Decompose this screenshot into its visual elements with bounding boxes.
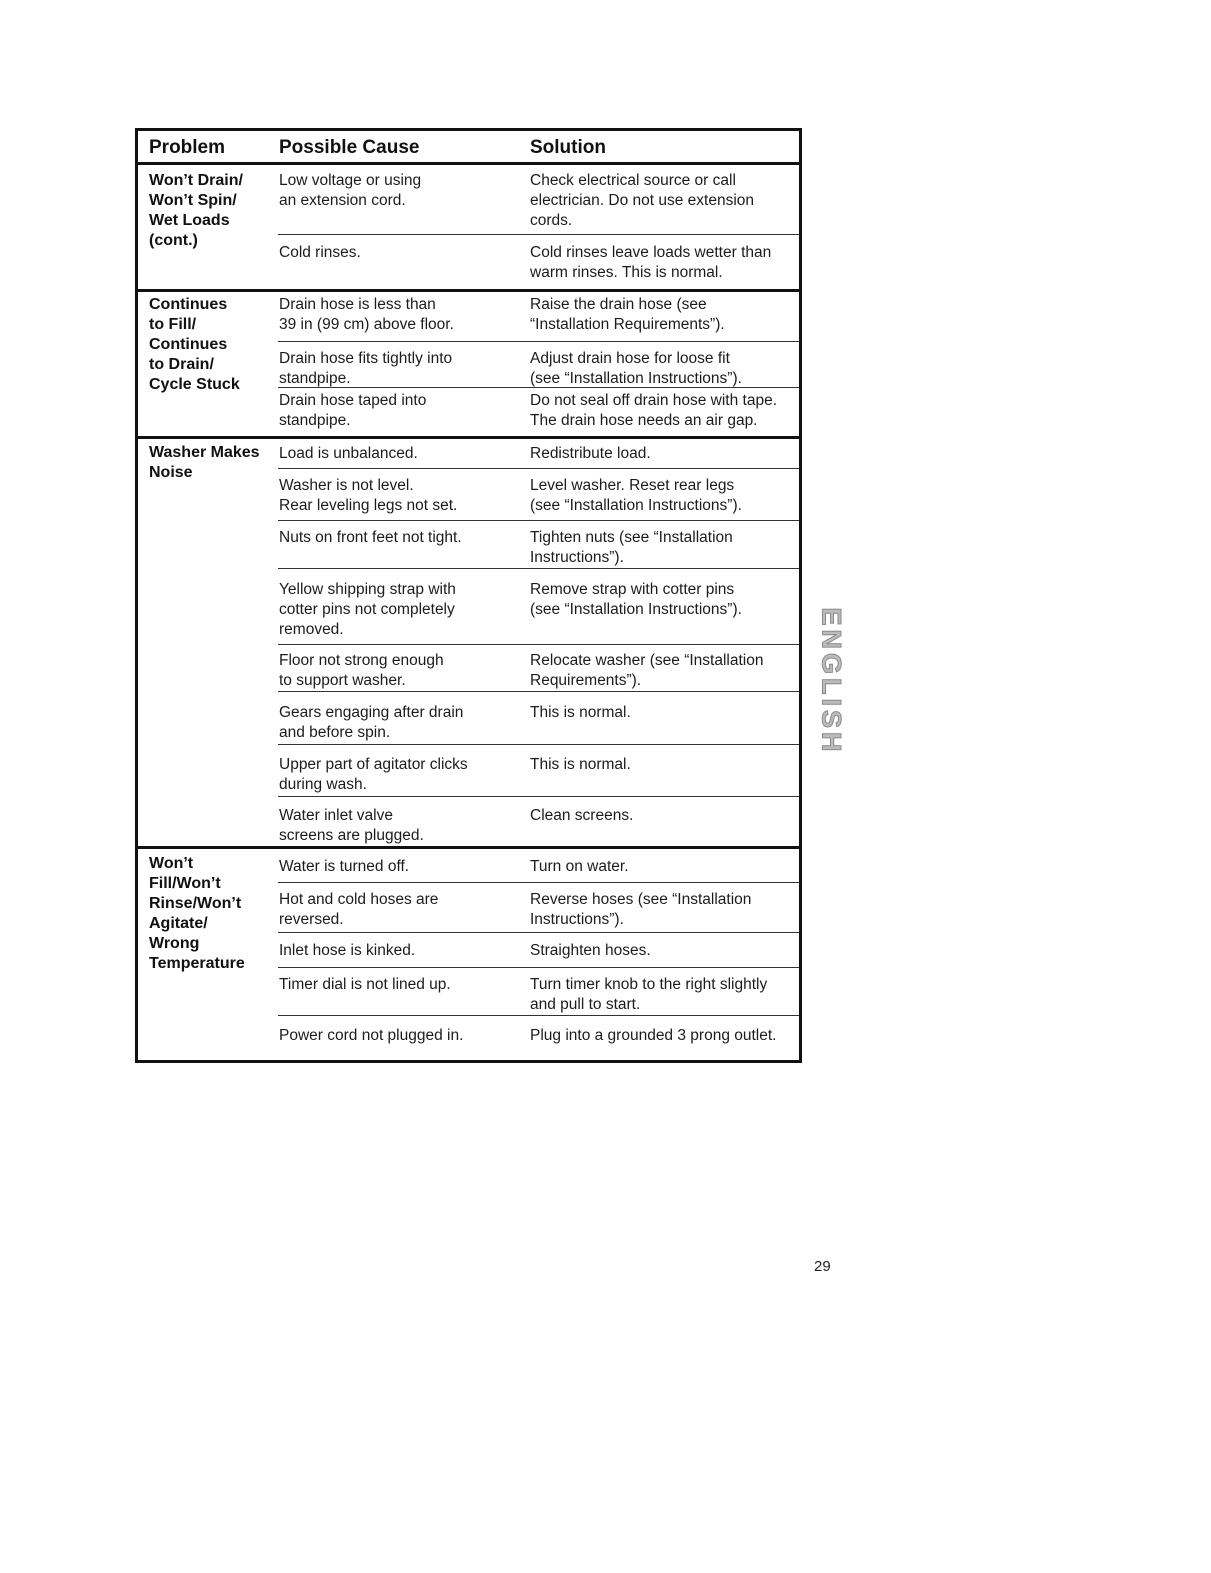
row-divider [278, 691, 799, 692]
page-number: 29 [814, 1258, 831, 1275]
solution-cell: Redistribute load. [530, 445, 651, 462]
row-divider [278, 468, 799, 469]
row-divider [278, 1015, 799, 1016]
row-divider [278, 568, 799, 569]
solution-cell: Check electrical source or call electrician. Do not use extension cords. [530, 172, 755, 229]
language-tab [815, 592, 847, 770]
cause-cell: Upper part of agitator clicks during wash. [279, 756, 468, 793]
solution-cell: This is normal. [530, 704, 631, 721]
cause-cell: Drain hose is less than 39 in (99 cm) above floor. [279, 296, 454, 333]
cause-cell: Gears engaging after drain and before spin. [279, 704, 464, 741]
cause-cell: Yellow shipping strap with cotter pins not completely removed. [279, 581, 456, 638]
cause-cell: Inlet hose is kinked. [279, 942, 416, 959]
solution-cell: Turn on water. [530, 858, 629, 875]
cause-cell: Water is turned off. [279, 858, 410, 875]
row-divider [278, 932, 799, 933]
cause-cell: Load is unbalanced. [279, 445, 418, 462]
cause-cell: Low voltage or using an extension cord. [279, 172, 422, 209]
cause-cell: Floor not strong enough to support washer. [279, 652, 444, 689]
row-divider [278, 796, 799, 797]
header-solution: Solution [530, 137, 606, 158]
row-divider [278, 644, 799, 645]
header-rule [138, 162, 799, 165]
row-divider [278, 744, 799, 745]
solution-cell: Tighten nuts (see “Installation Instructions”). [530, 529, 733, 566]
cause-cell: Timer dial is not lined up. [279, 976, 451, 993]
cause-cell: Drain hose taped into standpipe. [279, 392, 427, 429]
solution-cell: Straighten hoses. [530, 942, 651, 959]
problem-label: Won’t Drain/ Won’t Spin/ Wet Loads (cont.) [149, 172, 243, 249]
solution-cell: Plug into a grounded 3 prong outlet. [530, 1027, 777, 1044]
group-divider [138, 436, 799, 439]
solution-cell: Adjust drain hose for loose fit (see “Installation Instructions”). [530, 350, 742, 387]
group-divider [138, 289, 799, 292]
cause-cell: Water inlet valve screens are plugged. [279, 807, 424, 844]
solution-cell: This is normal. [530, 756, 631, 773]
row-divider [278, 520, 799, 521]
solution-cell: Level washer. Reset rear legs (see “Installation Instructions”). [530, 477, 742, 514]
solution-cell: Clean screens. [530, 807, 634, 824]
solution-cell: Remove strap with cotter pins (see “Installation Instructions”). [530, 581, 742, 618]
row-divider [278, 234, 799, 235]
solution-cell: Relocate washer (see “Installation Requirements”). [530, 652, 764, 689]
solution-cell: Do not seal off drain hose with tape. The drain hose needs an air gap. [530, 392, 778, 429]
cause-cell: Cold rinses. [279, 244, 361, 261]
row-divider [278, 341, 799, 342]
row-divider [278, 882, 799, 883]
language-tab-label: ENGLISH [816, 606, 847, 756]
row-divider [278, 967, 799, 968]
cause-cell: Nuts on front feet not tight. [279, 529, 462, 546]
header-problem: Problem [149, 137, 226, 158]
solution-cell: Reverse hoses (see “Installation Instructions”). [530, 891, 752, 928]
cause-cell: Hot and cold hoses are reversed. [279, 891, 439, 928]
troubleshooting-table [135, 128, 802, 1063]
solution-cell: Raise the drain hose (see “Installation Requirements”). [530, 296, 725, 333]
cause-cell: Power cord not plugged in. [279, 1027, 464, 1044]
cause-cell: Washer is not level. Rear leveling legs not set. [279, 477, 458, 514]
solution-cell: Cold rinses leave loads wetter than warm rinses. This is normal. [530, 244, 772, 281]
group-divider [138, 846, 799, 849]
problem-label: Washer Makes Noise [149, 444, 260, 481]
cause-cell: Drain hose fits tightly into standpipe. [279, 350, 453, 387]
problem-label: Won’t Fill/Won’t Rinse/Won’t Agitate/ Wrong Temperature [149, 855, 245, 972]
header-possible-cause: Possible Cause [279, 137, 420, 158]
solution-cell: Turn timer knob to the right slightly and pull to start. [530, 976, 768, 1013]
problem-label: Continues to Fill/ Continues to Drain/ Cycle Stuck [149, 296, 240, 393]
row-divider [278, 387, 799, 388]
